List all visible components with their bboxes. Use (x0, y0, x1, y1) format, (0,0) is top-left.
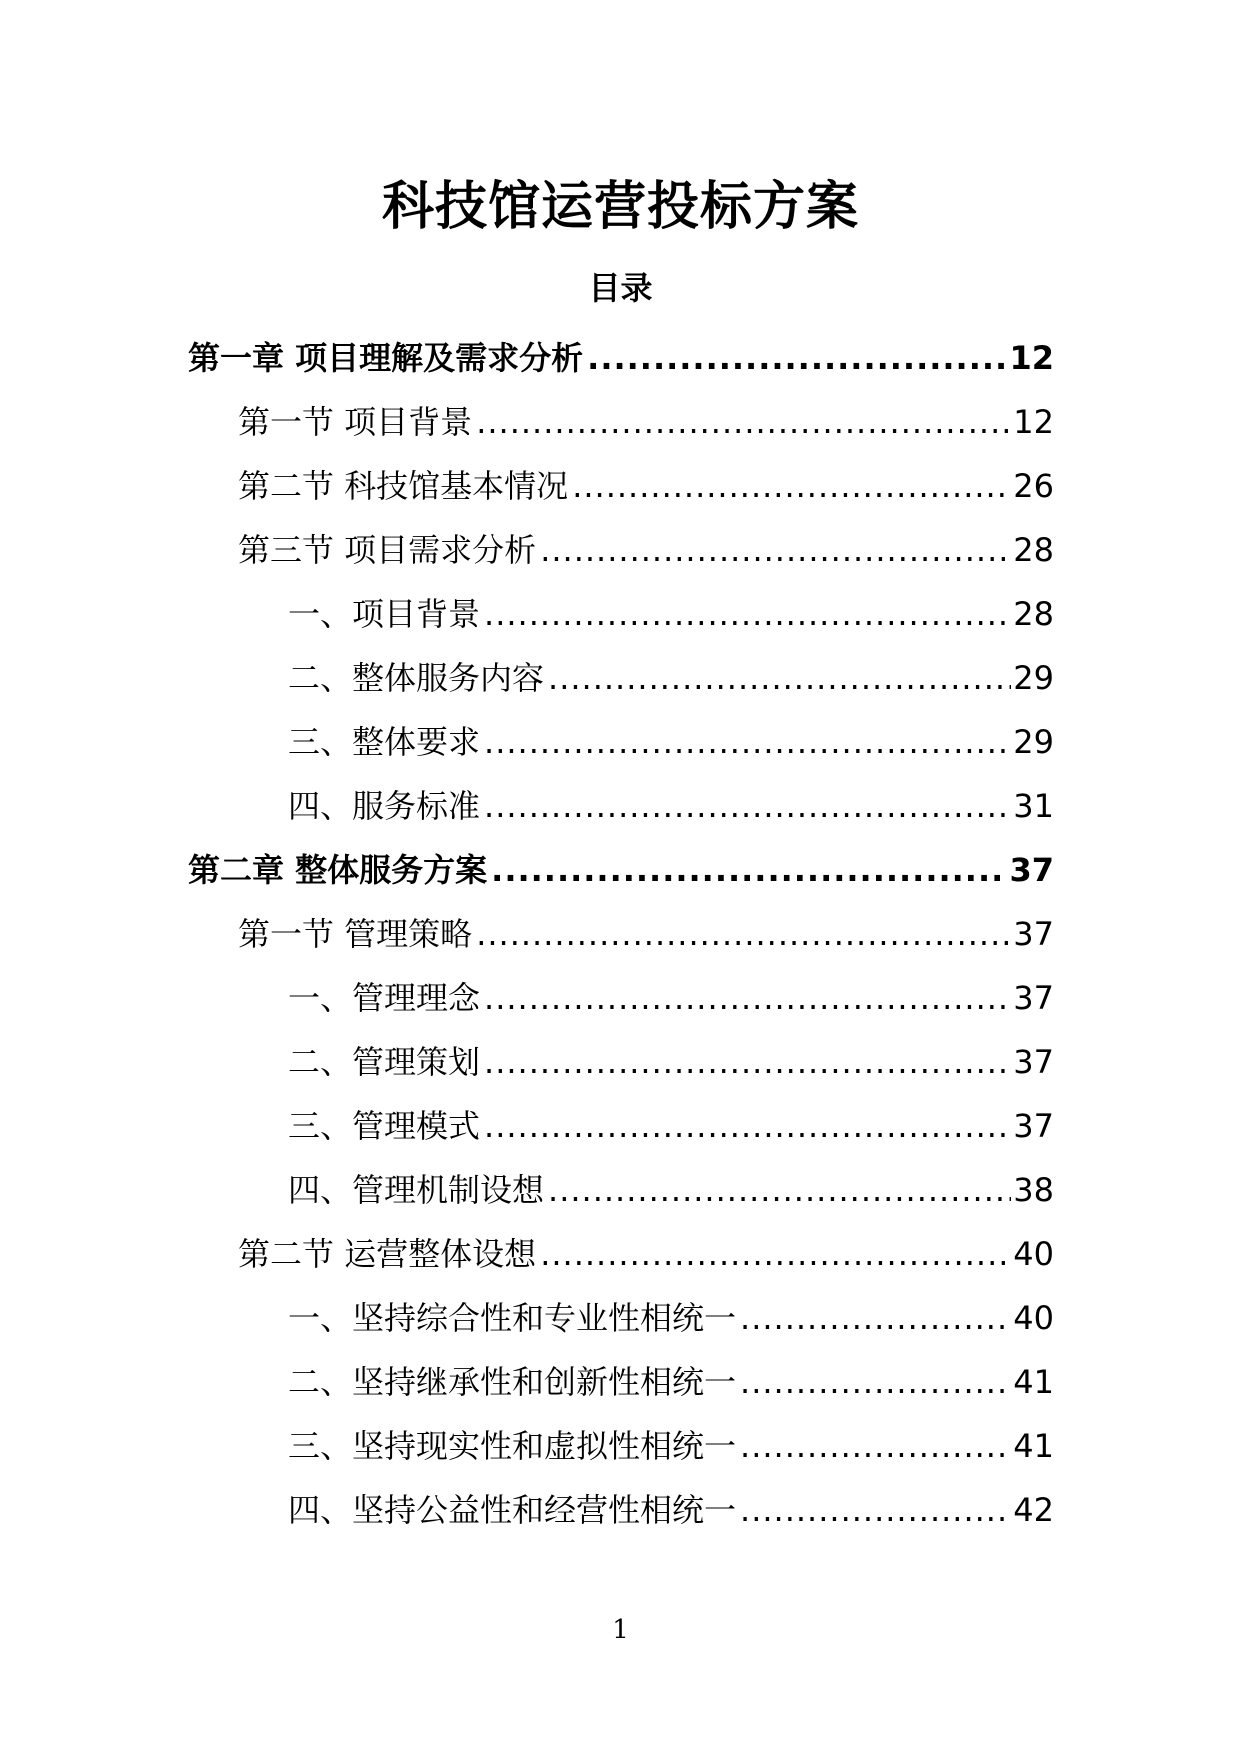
toc-item-1-3-1[interactable] (288, 586, 1054, 636)
toc-dot-leader (540, 528, 1011, 572)
toc-entry-page: 42 (1013, 1491, 1054, 1529)
toc-entry-page: 12 (1009, 339, 1054, 377)
toc-entry-page: 26 (1013, 467, 1054, 505)
toc-dot-leader (540, 1232, 1011, 1276)
toc-entry-page: 38 (1013, 1171, 1054, 1209)
toc-section-1-3[interactable] (238, 522, 1054, 572)
document-title: 科技馆运营投标方案 (381, 177, 859, 237)
toc-item-2-1-1[interactable] (288, 970, 1054, 1020)
toc-dot-leader (587, 336, 1007, 380)
toc-entry-page: 29 (1013, 659, 1054, 697)
toc-item-2-2-4[interactable] (288, 1482, 1054, 1532)
toc-entry-label: 三、整体要求 (288, 723, 481, 761)
toc-entry-label: 三、坚持现实性和虚拟性相统一 (288, 1427, 737, 1465)
toc-entry-label: 二、坚持继承性和创新性相统一 (288, 1363, 737, 1401)
toc-entry-page: 37 (1013, 1043, 1054, 1081)
toc-dot-leader (572, 464, 1011, 508)
toc-chapter-1[interactable] (188, 330, 1054, 380)
page-number: 1 (612, 1615, 629, 1645)
toc-dot-leader (548, 656, 1011, 700)
toc-item-2-2-3[interactable] (288, 1418, 1054, 1468)
toc-entry-page: 37 (1013, 1107, 1054, 1145)
toc-entry-page: 12 (1013, 403, 1054, 441)
toc-item-2-1-4[interactable] (288, 1162, 1054, 1212)
toc-item-2-2-2[interactable] (288, 1354, 1054, 1404)
toc-entry-label: 一、项目背景 (288, 595, 481, 633)
toc-entry-label: 第三节 项目需求分析 (238, 531, 537, 569)
toc-entry-page: 40 (1013, 1299, 1054, 1337)
toc-dot-leader (740, 1360, 1011, 1404)
toc-section-2-2[interactable] (238, 1226, 1054, 1276)
toc-entry-page: 37 (1009, 851, 1054, 889)
toc-section-1-2[interactable] (238, 458, 1054, 508)
toc-chapter-2[interactable] (188, 842, 1054, 892)
toc-dot-leader (484, 1040, 1011, 1084)
toc-section-2-1[interactable] (238, 906, 1054, 956)
toc-entry-label: 第二节 科技馆基本情况 (238, 467, 569, 505)
toc-item-2-1-2[interactable] (288, 1034, 1054, 1084)
toc-entry-page: 37 (1013, 915, 1054, 953)
toc-entry-page: 37 (1013, 979, 1054, 1017)
toc-dot-leader (476, 912, 1011, 956)
toc-item-1-3-3[interactable] (288, 714, 1054, 764)
toc-section-1-1[interactable] (238, 394, 1054, 444)
toc-dot-leader (740, 1488, 1011, 1532)
toc-dot-leader (484, 592, 1011, 636)
toc-entry-page: 41 (1013, 1427, 1054, 1465)
toc-dot-leader (484, 1104, 1011, 1148)
toc-dot-leader (740, 1424, 1011, 1468)
toc-entry-label: 一、管理理念 (288, 979, 481, 1017)
toc-heading: 目录 (588, 269, 653, 307)
toc-entry-page: 31 (1013, 787, 1054, 825)
toc-entry-label: 第二章 整体服务方案 (188, 851, 488, 889)
toc-dot-leader (491, 848, 1007, 892)
toc-entry-label: 二、管理策划 (288, 1043, 481, 1081)
toc-dot-leader (476, 400, 1011, 444)
toc-entry-label: 第一节 项目背景 (238, 403, 473, 441)
toc-entry-page: 28 (1013, 531, 1054, 569)
toc-entry-label: 第一章 项目理解及需求分析 (188, 339, 584, 377)
toc-entry-label: 第二节 运营整体设想 (238, 1235, 537, 1273)
toc-entry-page: 28 (1013, 595, 1054, 633)
toc-dot-leader (548, 1168, 1011, 1212)
toc-entry-label: 三、管理模式 (288, 1107, 481, 1145)
toc-entry-label: 第一节 管理策略 (238, 915, 473, 953)
toc-dot-leader (740, 1296, 1011, 1340)
toc-item-1-3-2[interactable] (288, 650, 1054, 700)
toc-entry-page: 41 (1013, 1363, 1054, 1401)
toc-item-2-2-1[interactable] (288, 1290, 1054, 1340)
toc-entry-label: 四、坚持公益性和经营性相统一 (288, 1491, 737, 1529)
toc-dot-leader (484, 720, 1011, 764)
toc-dot-leader (484, 976, 1011, 1020)
toc-entry-label: 二、整体服务内容 (288, 659, 545, 697)
toc-entry-label: 一、坚持综合性和专业性相统一 (288, 1299, 737, 1337)
toc-item-1-3-4[interactable] (288, 778, 1054, 828)
toc-entry-label: 四、服务标准 (288, 787, 481, 825)
toc-entry-page: 40 (1013, 1235, 1054, 1273)
toc-dot-leader (484, 784, 1011, 828)
toc-entry-page: 29 (1013, 723, 1054, 761)
toc-entry-label: 四、管理机制设想 (288, 1171, 545, 1209)
toc-item-2-1-3[interactable] (288, 1098, 1054, 1148)
